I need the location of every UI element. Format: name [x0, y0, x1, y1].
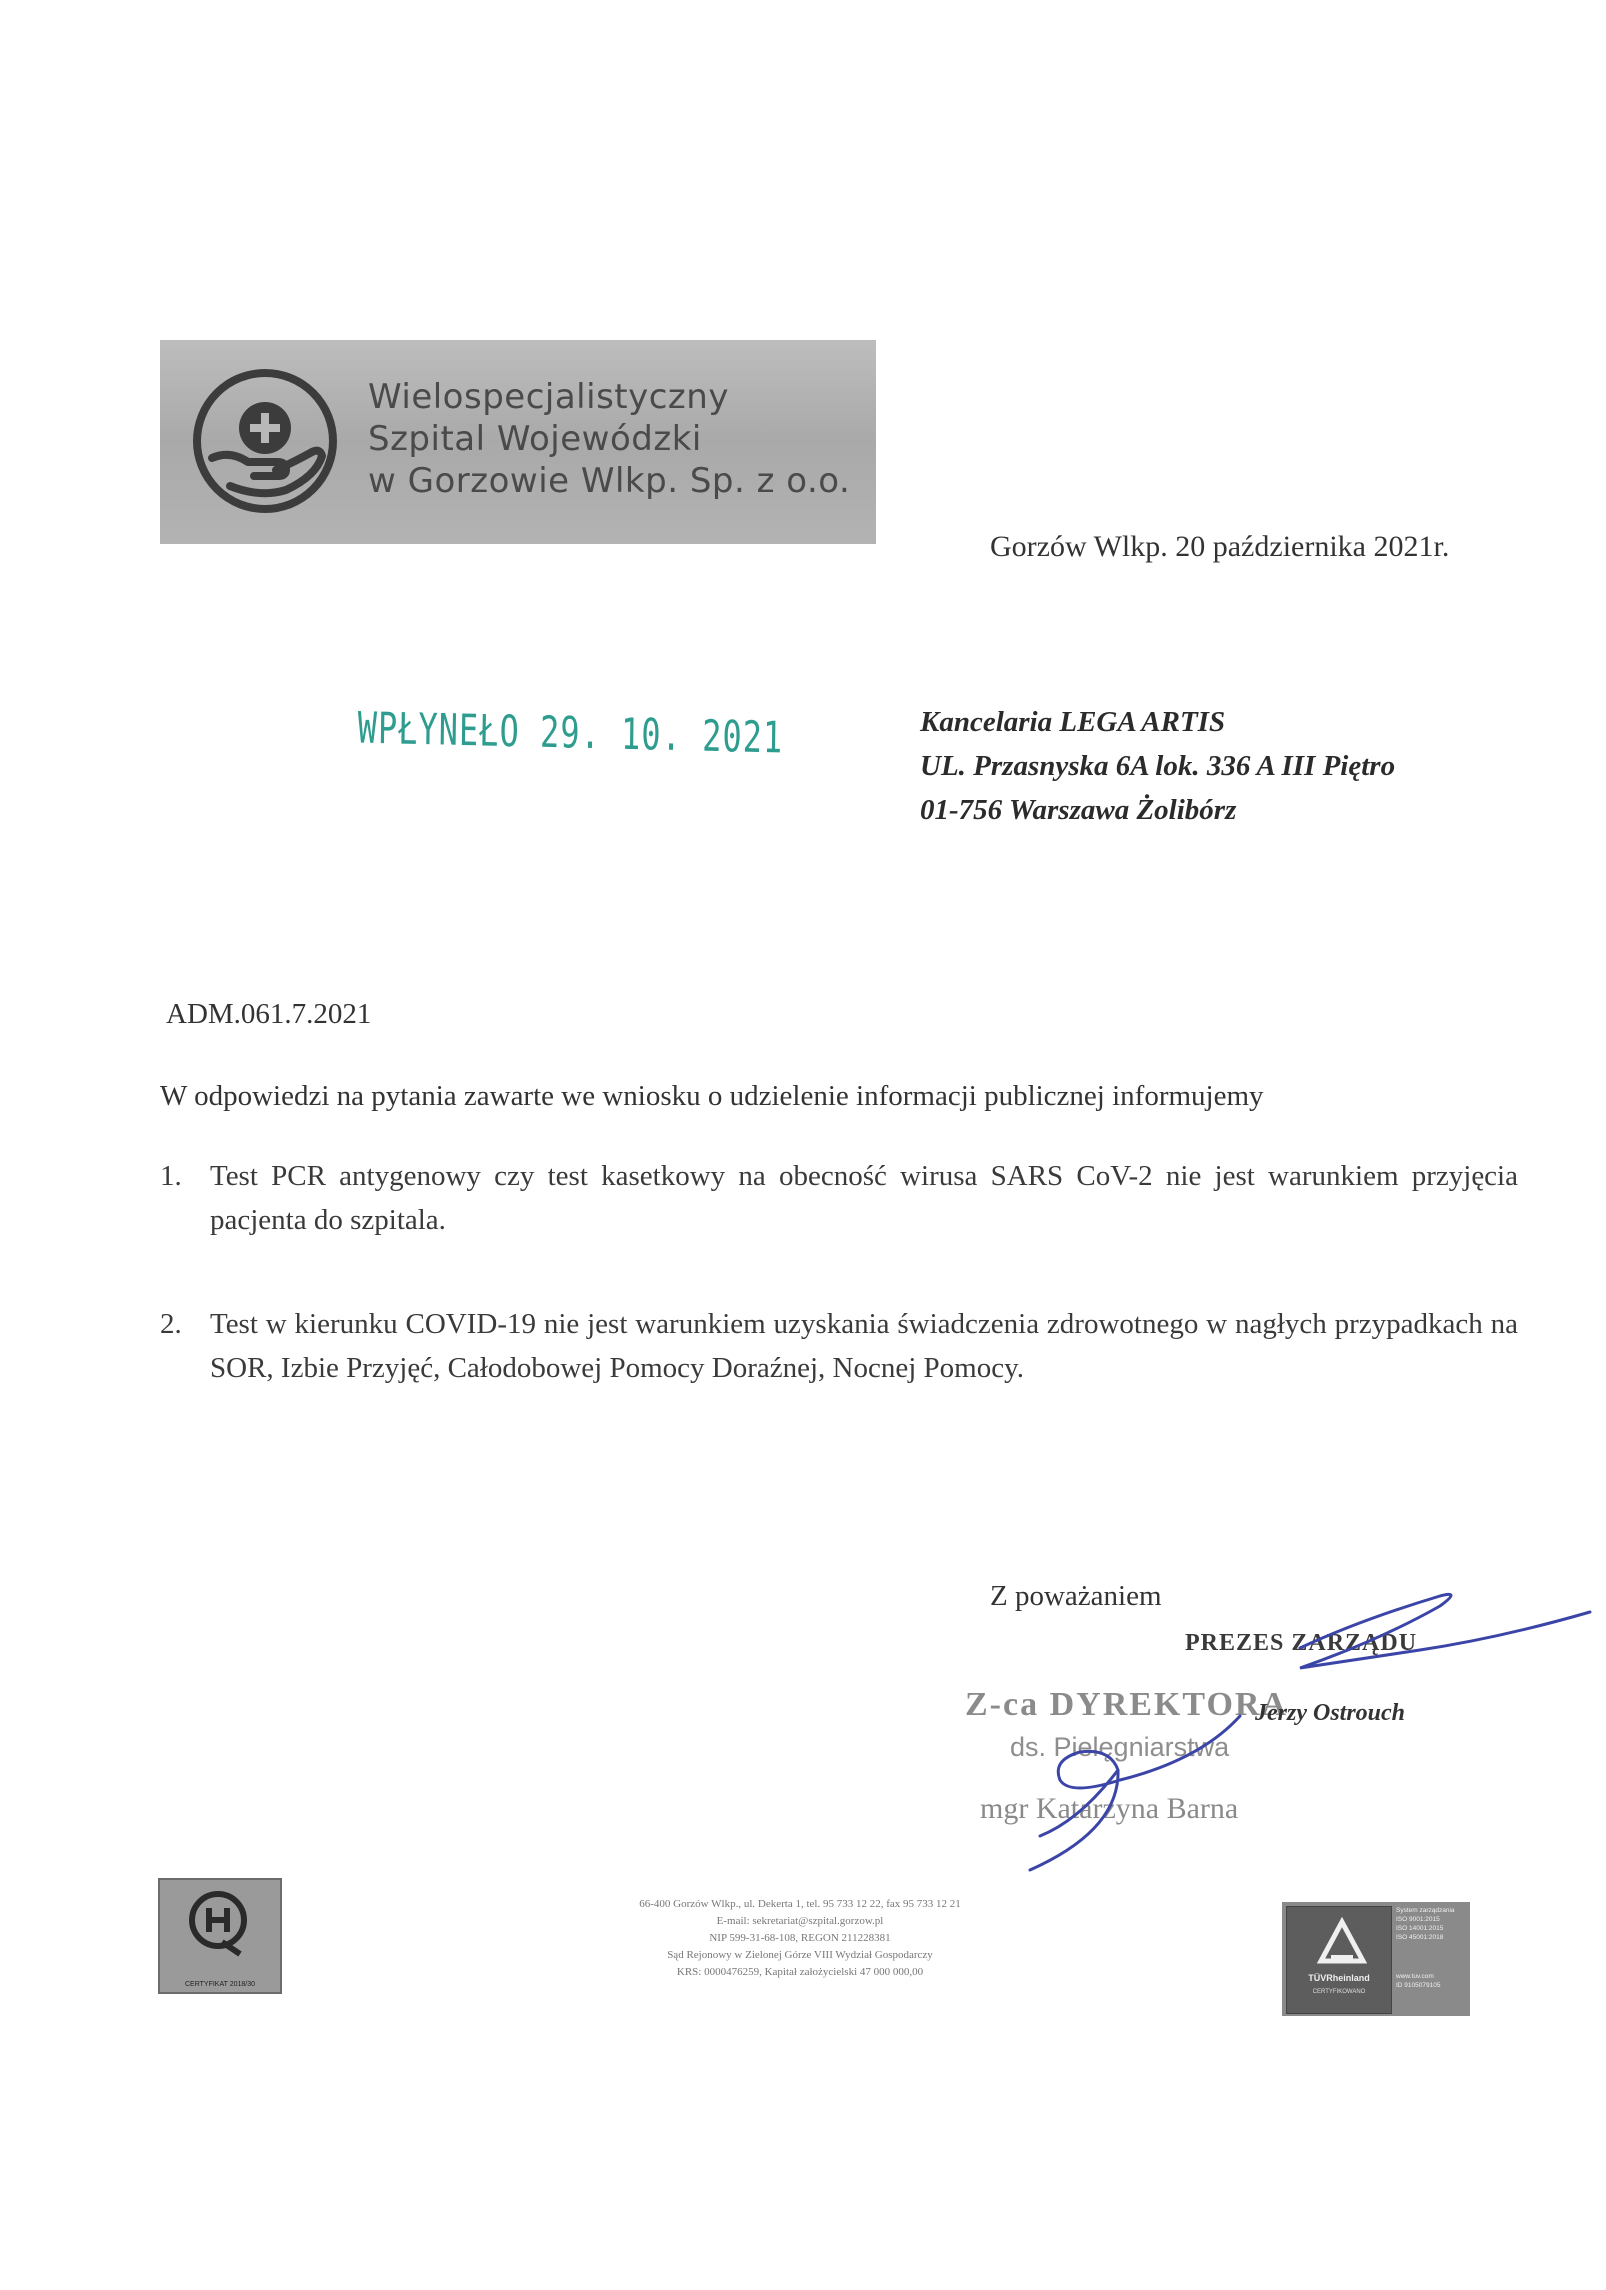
tuv-logo	[1286, 1906, 1392, 2014]
hospital-cross-hand-icon	[190, 366, 340, 516]
deputy-title: Z-ca DYREKTORA	[965, 1686, 1288, 1723]
quality-q-icon	[182, 1886, 254, 1958]
chair-title: PREZES ZARZĄDU	[1185, 1630, 1418, 1656]
hospital-name-line-2: Szpital Wojewódzki	[368, 419, 702, 459]
chair-name: Jerzy Ostrouch	[1255, 1700, 1406, 1726]
list-item	[160, 1154, 1518, 1242]
closing-phrase: Z poważaniem	[990, 1580, 1162, 1612]
hospital-name-line-1: Wielospecjalistyczny	[368, 377, 729, 417]
list-item-text: Test PCR antygenowy czy test kasetkowy na obecność wirusa SARS CoV-2 nie jest warunkiem przyjęcia pacjenta do szpitala.	[210, 1160, 1518, 1236]
footer-line: KRS: 0000476259, Kapitał założycielski 47 000 000,00	[676, 1966, 924, 1978]
addressee-line-3: 01-756 Warszawa Żolibórz	[920, 794, 1237, 826]
quality-certificate-badge	[158, 1878, 282, 1994]
addressee-line-2: UL. Przasnyska 6A lok. 336 A III Piętro	[920, 750, 1396, 782]
tuv-info	[1396, 1906, 1466, 1990]
list-item-text: Test w kierunku COVID-19 nie jest warunkiem uzyskania świadczenia zdrowotnego w nagłych przypadkach na SOR, Izbie Przyjęć, Całodobowej Pomocy Doraźnej, Nocnej Pomocy.	[210, 1308, 1518, 1384]
received-stamp: WPŁYNEŁO 29. 10. 2021	[357, 702, 784, 764]
list-item-number: 2.	[160, 1308, 182, 1340]
tuv-info-line: ISO 9001:2015	[1396, 1916, 1440, 1923]
deputy-department: ds. Pielęgniarstwa	[1010, 1732, 1230, 1762]
footer-line: Sąd Rejonowy w Zielonej Górze VIII Wydział Gospodarczy	[667, 1949, 933, 1961]
list-item-number: 1.	[160, 1160, 182, 1192]
hospital-name-line-3: w Gorzowie Wlkp. Sp. z o.o.	[368, 461, 851, 501]
tuv-info-line: ISO 14001:2015	[1396, 1925, 1444, 1932]
tuv-info-line: ISO 45001:2018	[1396, 1934, 1444, 1941]
footer-line: NIP 599-31-68-108, REGON 211228381	[709, 1932, 891, 1944]
hospital-name	[368, 376, 850, 502]
reference-number: ADM.061.7.2021	[166, 998, 372, 1030]
hospital-letterhead-logo	[160, 340, 876, 544]
addressee-block	[920, 700, 1395, 832]
addressee-line-1: Kancelaria LEGA ARTIS	[920, 706, 1226, 738]
footer-contact-info	[500, 1896, 1100, 1981]
tuv-info-line: www.tuv.com	[1396, 1973, 1434, 1980]
footer-line: E-mail: sekretariat@szpital.gorzow.pl	[716, 1915, 884, 1927]
tuv-triangle-icon	[1317, 1917, 1367, 1967]
deputy-name: mgr Katarzyna Barna	[980, 1792, 1239, 1825]
tuv-certificate-badge	[1282, 1902, 1470, 2016]
tuv-info-line: System zarządzania	[1396, 1907, 1455, 1914]
tuv-brand-label: TÜVRheinland	[1308, 1973, 1370, 1983]
letter-date: Gorzów Wlkp. 20 października 2021r.	[990, 530, 1450, 563]
intro-paragraph: W odpowiedzi na pytania zawarte we wniosku o udzielenie informacji publicznej informujemy	[160, 1080, 1264, 1112]
quality-certificate-label: CERTYFIKAT 2018/30	[184, 1981, 256, 1988]
list-item	[160, 1302, 1518, 1390]
footer-line: 66-400 Gorzów Wlkp., ul. Dekerta 1, tel. 95 733 12 22, fax 95 733 12 21	[639, 1898, 961, 1910]
tuv-info-line: ID 9105079105	[1396, 1982, 1441, 1989]
tuv-sub-label: CERTYFIKOWANO	[1312, 1989, 1366, 1995]
